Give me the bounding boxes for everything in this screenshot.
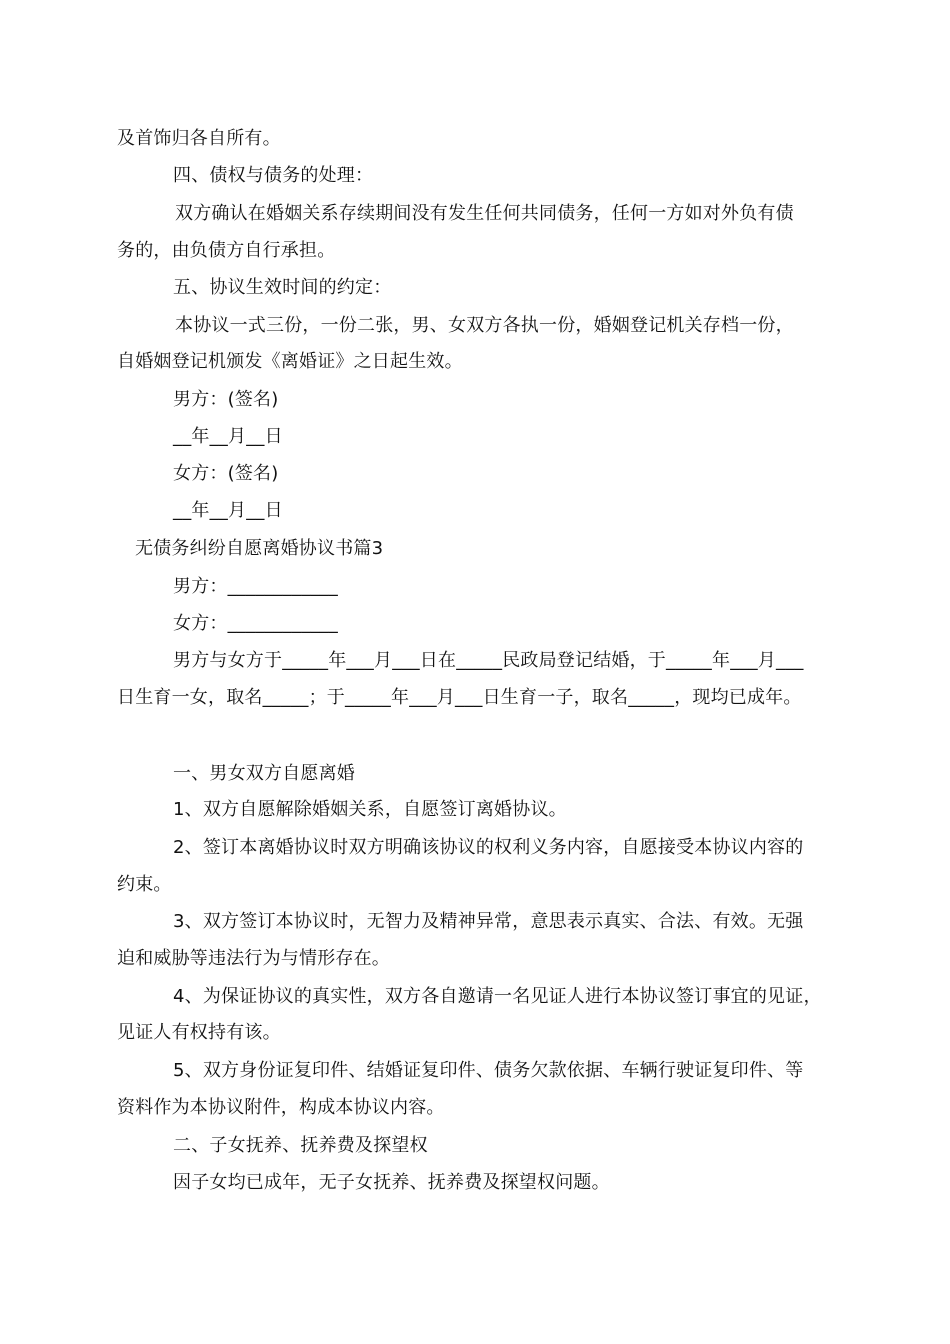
text-line: 见证人有权持有该。 bbox=[117, 1022, 281, 1043]
list-item: 3、双方签订本协议时，无智力及精神异常，意思表示真实、合法、有效。无强 bbox=[173, 911, 804, 932]
list-item: 4、为保证协议的真实性，双方各自邀请一名见证人进行本协议签订事宜的见证， bbox=[173, 986, 822, 1007]
signature-line: 女方：(签名) bbox=[173, 463, 279, 484]
party-line: 女方：____________ bbox=[173, 613, 338, 634]
list-item: 5、双方身份证复印件、结婚证复印件、债务欠款依据、车辆行驶证复印件、等 bbox=[173, 1060, 804, 1081]
list-item: 1、双方自愿解除婚姻关系，自愿签订离婚协议。 bbox=[173, 799, 567, 820]
text-line: 务的，由负债方自行承担。 bbox=[117, 240, 336, 261]
text-line: 资料作为本协议附件，构成本协议内容。 bbox=[117, 1097, 445, 1118]
text-line: 因子女均已成年，无子女抚养、抚养费及探望权问题。 bbox=[173, 1172, 610, 1193]
text-line: 及首饰归各自所有。 bbox=[117, 128, 281, 149]
document-title: 无债务纠纷自愿离婚协议书篇3 bbox=[135, 538, 384, 559]
text-line: 本协议一式三份，一份二张，男、女双方各执一份，婚姻登记机关存档一份， bbox=[175, 315, 794, 336]
date-line: __年__月__日 bbox=[173, 426, 283, 447]
text-line: 日生育一女，取名_____；于_____年___月___日生育一子，取名_____，现均已成年。 bbox=[117, 687, 802, 708]
text-line: 男方与女方于_____年___月___日在_____民政局登记结婚，于_____年___月___ bbox=[173, 650, 804, 671]
list-item: 2、签订本离婚协议时双方明确该协议的权利义务内容，自愿接受本协议内容的 bbox=[173, 837, 804, 858]
section-heading: 二、子女抚养、抚养费及探望权 bbox=[173, 1135, 428, 1156]
text-line: 迫和威胁等违法行为与情形存在。 bbox=[117, 948, 390, 969]
party-line: 男方：____________ bbox=[173, 576, 338, 597]
text-line: 约束。 bbox=[117, 874, 172, 895]
section-heading: 五、协议生效时间的约定： bbox=[173, 277, 392, 298]
signature-line: 男方：(签名) bbox=[173, 389, 279, 410]
date-line: __年__月__日 bbox=[173, 500, 283, 521]
section-heading: 四、债权与债务的处理： bbox=[173, 165, 374, 186]
section-heading: 一、男女双方自愿离婚 bbox=[173, 763, 355, 784]
text-line: 双方确认在婚姻关系存续期间没有发生任何共同债务，任何一方如对外负有债 bbox=[175, 203, 794, 224]
text-line: 自婚姻登记机颁发《离婚证》之日起生效。 bbox=[117, 351, 463, 372]
